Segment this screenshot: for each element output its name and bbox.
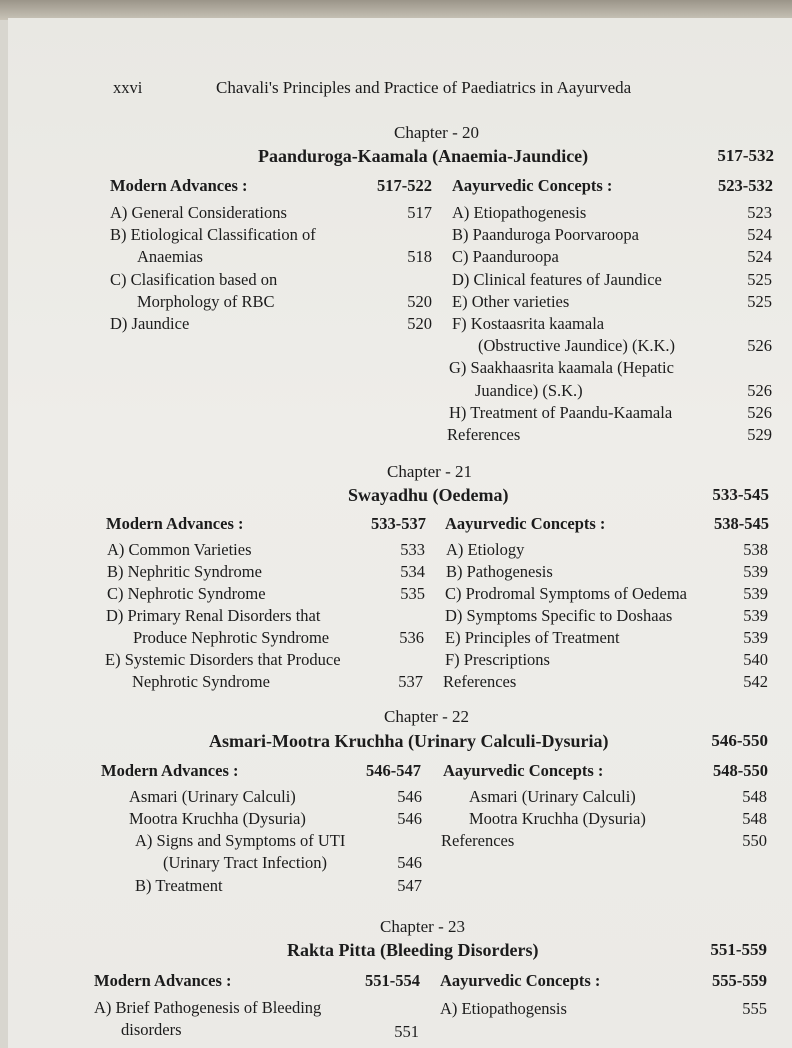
toc-entry: E) Principles of Treatment <box>445 628 620 647</box>
toc-entry: Anaemias <box>137 247 203 266</box>
toc-page: 546 <box>397 809 422 828</box>
toc-page: 546 <box>397 853 422 872</box>
toc-page: 524 <box>747 247 772 266</box>
modern-pages: 551-554 <box>365 971 420 990</box>
toc-entry: Asmari (Urinary Calculi) <box>129 787 296 806</box>
toc-page: 551 <box>394 1022 419 1041</box>
aayurvedic-pages: 523-532 <box>718 176 773 195</box>
chapter-label: Chapter - 23 <box>380 917 465 936</box>
toc-entry: Produce Nephrotic Syndrome <box>133 628 330 647</box>
toc-entry: Mootra Kruchha (Dysuria) <box>129 809 306 828</box>
modern-heading: Modern Advances : <box>94 971 232 990</box>
modern-heading: Modern Advances : <box>101 761 239 780</box>
chapter-label: Chapter - 20 <box>394 123 479 142</box>
toc-page: 526 <box>747 381 772 400</box>
chapter-pages: 546-550 <box>711 731 768 750</box>
toc-page: 518 <box>407 247 432 266</box>
toc-page: 542 <box>743 672 768 691</box>
toc-page: 520 <box>407 314 432 333</box>
toc-entry: D) Primary Renal Disorders that <box>106 606 321 625</box>
toc-page: 529 <box>747 425 772 444</box>
toc-page: 546 <box>397 787 422 806</box>
toc-entry: C) Nephrotic Syndrome <box>107 584 266 603</box>
toc-page: 517 <box>407 203 432 222</box>
running-title: Chavali's Principles and Practice of Paediatrics in Aayurveda <box>216 78 632 97</box>
aayurvedic-pages: 538-545 <box>714 514 769 533</box>
toc-page: 540 <box>743 650 768 669</box>
toc-page: 539 <box>743 584 768 603</box>
toc-entry: H) Treatment of Paandu-Kaamala <box>449 403 673 422</box>
toc-entry: D) Symptoms Specific to Doshaas <box>445 606 673 625</box>
toc-entry: A) Common Varieties <box>107 540 252 559</box>
toc-entry: E) Other varieties <box>452 292 570 311</box>
toc-entry: B) Nephritic Syndrome <box>107 562 262 581</box>
toc-entry: References <box>441 831 515 850</box>
toc-page: 539 <box>743 606 768 625</box>
modern-pages: 546-547 <box>366 761 421 780</box>
chapter-title: Asmari-Mootra Kruchha (Urinary Calculi-Dysuria) <box>209 731 609 751</box>
chapter-title: Paanduroga-Kaamala (Anaemia-Jaundice) <box>258 146 589 166</box>
toc-entry: F) Prescriptions <box>445 650 550 669</box>
toc-entry: B) Etiological Classification of <box>110 225 316 244</box>
toc-page: 520 <box>407 292 432 311</box>
chapter-pages: 551-559 <box>710 940 767 959</box>
toc-page: 538 <box>743 540 768 559</box>
toc-page: 536 <box>399 628 424 647</box>
modern-pages: 533-537 <box>371 514 426 533</box>
toc-entry: Nephrotic Syndrome <box>132 672 270 691</box>
toc-page: 523 <box>747 203 772 222</box>
toc-entry: References <box>447 425 521 444</box>
toc-page: 535 <box>400 584 425 603</box>
chapter-title: Swayadhu (Oedema) <box>348 485 509 505</box>
modern-heading: Modern Advances : <box>106 514 244 533</box>
toc-entry: A) Etiopathogensis <box>440 999 567 1018</box>
chapter-title: Rakta Pitta (Bleeding Disorders) <box>287 940 539 960</box>
aayurvedic-heading: Aayurvedic Concepts : <box>443 761 604 780</box>
toc-entry: Mootra Kruchha (Dysuria) <box>469 809 646 828</box>
toc-entry: (Urinary Tract Infection) <box>163 853 328 872</box>
toc-page: 550 <box>742 831 767 850</box>
folio: xxvi <box>113 78 143 97</box>
toc-entry: B) Treatment <box>135 876 223 895</box>
toc-page: 547 <box>397 876 422 895</box>
toc-entry: G) Saakhaasrita kaamala (Hepatic <box>449 358 674 377</box>
aayurvedic-pages: 548-550 <box>713 761 768 780</box>
modern-heading: Modern Advances : <box>110 176 248 195</box>
toc-entry: (Obstructive Jaundice) (K.K.) <box>478 336 676 355</box>
toc-entry: D) Jaundice <box>110 314 190 333</box>
chapter-pages: 533-545 <box>712 485 769 504</box>
toc-page: 526 <box>747 336 772 355</box>
toc-page: 555 <box>742 999 767 1018</box>
toc-entry: A) Brief Pathogenesis of Bleeding <box>94 998 322 1017</box>
toc-page: 524 <box>747 225 772 244</box>
toc-page: 525 <box>747 292 772 311</box>
toc-entry: C) Paanduroopa <box>452 247 559 266</box>
chapter-pages: 517-532 <box>717 146 774 165</box>
toc-page: 533 <box>400 540 425 559</box>
toc-entry: C) Prodromal Symptoms of Oedema <box>445 584 687 603</box>
toc-entry: C) Clasification based on <box>110 270 278 289</box>
toc-entry: B) Pathogenesis <box>446 562 553 581</box>
toc-page: 539 <box>743 628 768 647</box>
toc-entry: A) Etiopathogenesis <box>452 203 587 222</box>
toc-page: 548 <box>742 787 767 806</box>
toc-entry: Juandice) (S.K.) <box>475 381 583 400</box>
aayurvedic-heading: Aayurvedic Concepts : <box>452 176 613 195</box>
toc-entry: D) Clinical features of Jaundice <box>452 270 662 289</box>
toc-entry: B) Paanduroga Poorvaroopa <box>452 225 639 244</box>
toc-page: 525 <box>747 270 772 289</box>
toc-entry: F) Kostaasrita kaamala <box>452 314 605 333</box>
toc-page: 539 <box>743 562 768 581</box>
toc-entry: References <box>443 672 517 691</box>
toc-entry: A) General Considerations <box>110 203 287 222</box>
page-top-shadow <box>0 0 792 20</box>
toc-entry: Asmari (Urinary Calculi) <box>469 787 636 806</box>
toc-page: 526 <box>747 403 772 422</box>
aayurvedic-heading: Aayurvedic Concepts : <box>445 514 606 533</box>
toc-entry: disorders <box>121 1020 182 1039</box>
toc-entry: E) Systemic Disorders that Produce <box>105 650 341 669</box>
toc-page: 537 <box>398 672 423 691</box>
toc-entry: A) Signs and Symptoms of UTI <box>135 831 346 850</box>
chapter-label: Chapter - 22 <box>384 707 469 726</box>
toc-entry: A) Etiology <box>446 540 525 559</box>
aayurvedic-heading: Aayurvedic Concepts : <box>440 971 601 990</box>
toc-page: 534 <box>400 562 425 581</box>
chapter-label: Chapter - 21 <box>387 462 472 481</box>
toc-page: 548 <box>742 809 767 828</box>
toc-entry: Morphology of RBC <box>137 292 275 311</box>
modern-pages: 517-522 <box>377 176 432 195</box>
aayurvedic-pages: 555-559 <box>712 971 767 990</box>
